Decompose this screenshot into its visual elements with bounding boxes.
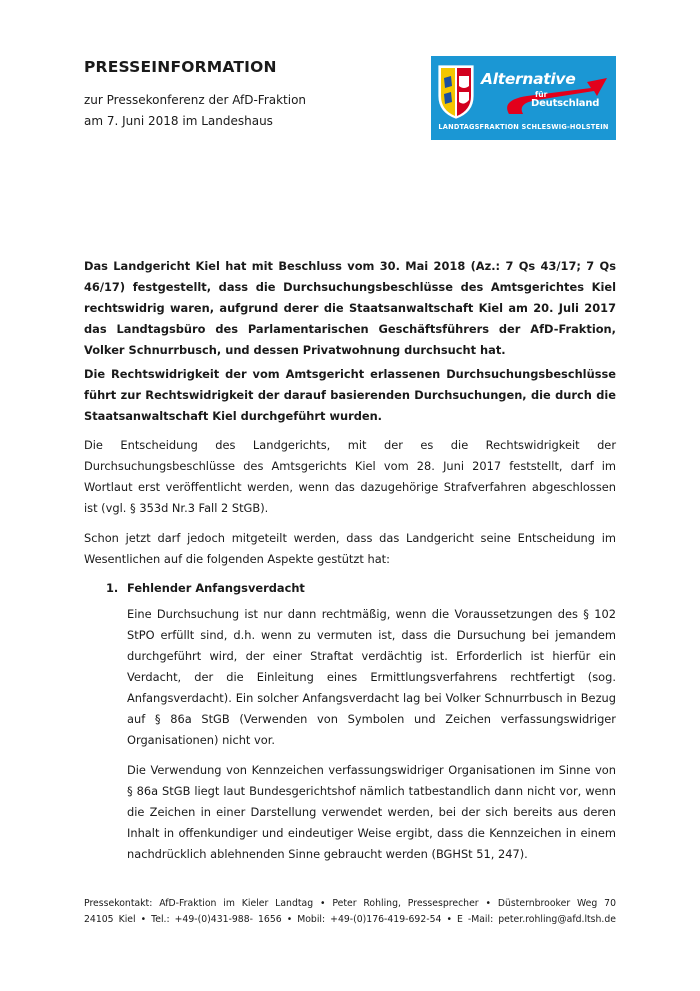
coat-of-arms-icon bbox=[439, 66, 473, 118]
logo-subtitle: LANDTAGSFRAKTION SCHLESWIG-HOLSTEIN bbox=[438, 123, 609, 131]
logo-wordmark-fuer: für bbox=[535, 90, 548, 99]
list-heading: Fehlender Anfangsverdacht bbox=[127, 581, 305, 595]
press-contact-footer bbox=[84, 896, 616, 928]
bold-paragraph-1: Das Landgericht Kiel hat mit Beschluss vom 30. Mai 2018 (Az.: 7 Qs 43/17; 7 Qs 46/17) festgestellt, dass die Durchsuchungsbeschlüsse des Amtsgerichtes Kiel rechtswidrig waren, aufgrund derer die Staatsanwaltschaft Kiel am 20. Juli 2017 das Landtagsbüro des Parlamentarischen Geschäftsführers der AfD-Fraktion, Volker Schnurrbusch, und dessen Privatwohnung durchsucht hat. bbox=[84, 259, 616, 357]
list-item-1-content bbox=[84, 604, 616, 865]
list-paragraph-2: Die Verwendung von Kennzeichen verfassungswidriger Organisationen im Sinne von § 86a StGB liegt laut Bundesgerichtshof nämlich tatbestandlich dann nicht vor, wenn die Zeichen in einer Darstellung verwendet werden, bei der sich bereits aus deren Inhalt in offenkundiger und eindeutiger Weise ergibt, dass die Kennzeichen in einem nachdrücklich ablehnenden Sinne gebraucht werden (BGHSt 51, 247). bbox=[127, 763, 616, 861]
bold-paragraph-2: Die Rechtswidrigkeit der vom Amtsgericht erlassenen Durchsuchungsbeschlüsse führt zur Rechtswidrigkeit der darauf basierenden Durchsuchungen, die durch die Staatsanwaltschaft Kiel durchgeführt wurden. bbox=[84, 367, 616, 423]
paragraph-3: Die Entscheidung des Landgerichts, mit der es die Rechtswidrigkeit der Durchsuchungsbeschlüsse des Amtsgerichts Kiel vom 28. Juni 2017 feststellt, darf im Wortlaut erst veröffentlicht werden, wenn das dazugehörige Strafverfahren abgeschlossen ist (vgl. § 353d Nr.3 Fall 2 StGB). bbox=[84, 438, 616, 515]
afd-logo bbox=[431, 56, 616, 140]
footer-line-2: 24105 Kiel • Tel.: +49-(0)431-988- 1656 • Mobil: +49-(0)176-419-692-54 • E -Mail: peter.rohling@afd.ltsh.de bbox=[84, 914, 616, 925]
list-item-1 bbox=[84, 578, 616, 599]
logo-wordmark-deutschland: Deutschland bbox=[531, 98, 600, 109]
document-title: PRESSEINFORMATION bbox=[84, 58, 277, 76]
subtitle-line-2: am 7. Juni 2018 im Landeshaus bbox=[84, 114, 273, 128]
list-number: 1. bbox=[106, 581, 119, 595]
document-subtitle bbox=[84, 90, 306, 132]
document-body bbox=[84, 256, 616, 874]
footer-line-1: Pressekontakt: AfD-Fraktion im Kieler Landtag • Peter Rohling, Pressesprecher • Düsternbrooker Weg 70 bbox=[84, 898, 616, 909]
list-paragraph-1: Eine Durchsuchung ist nur dann rechtmäßig, wenn die Voraussetzungen des § 102 StPO erfüllt sind, d.h. wenn zu vermuten ist, dass die Dursuchung bei jemandem durchgeführt wird, der einer Straftat verdächtig ist. Erforderlich ist hierfür ein Verdacht, der die Einleitung eines Ermittlungsverfahrens rechtfertigt (sog. Anfangsverdacht). Ein solcher Anfangsverdacht lag bei Volker Schnurrbusch in Bezug auf § 86a StGB (Verwenden von Symbolen und Zeichen verfassungswidriger Organisationen) nicht vor. bbox=[127, 607, 616, 747]
logo-wordmark-alternative: Alternative bbox=[481, 70, 576, 88]
paragraph-4: Schon jetzt darf jedoch mitgeteilt werden, dass das Landgericht seine Entscheidung im Wesentlichen auf die folgenden Aspekte gestützt hat: bbox=[84, 531, 616, 566]
subtitle-line-1: zur Pressekonferenz der AfD-Fraktion bbox=[84, 93, 307, 107]
